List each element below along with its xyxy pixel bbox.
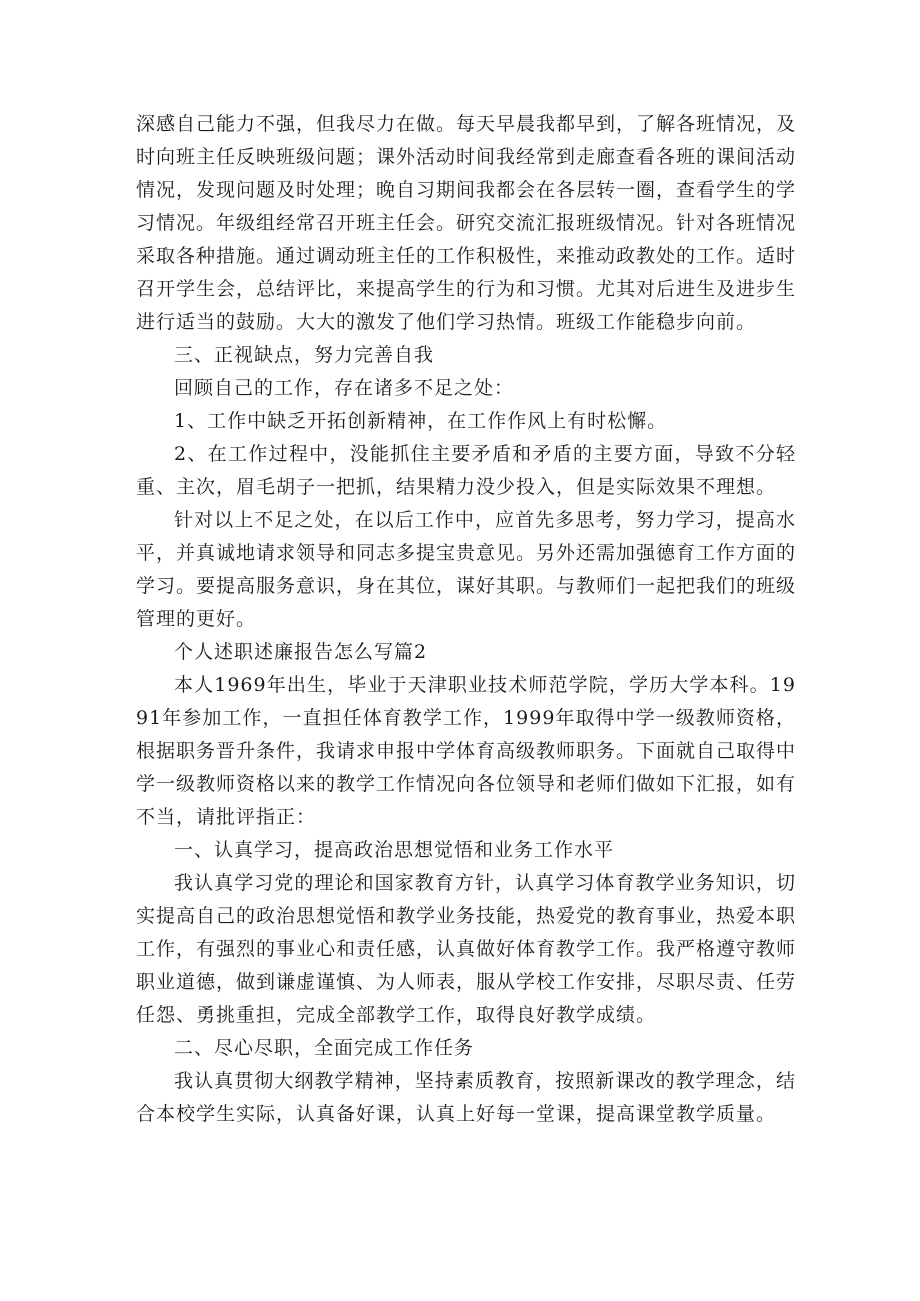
paragraph-teaching: 我认真贯彻大纲教学精神，坚持素质教育，按照新课改的教学理念，结合本校学生实际，认真备好课，认真上好每一堂课，提高课堂教学质量。 [136, 1070, 796, 1125]
section-heading-3: 三、正视缺点，努力完善自我 [174, 344, 435, 366]
list-item-2: 2、在工作过程中，没能抓住主要矛盾和矛盾的主要方面，导致不分轻重、主次，眉毛胡子一把抓，结果精力没少投入，但是实际效果不理想。 [136, 443, 796, 498]
article-title-2: 个人述职述廉报告怎么写篇2 [174, 641, 428, 663]
document-body [136, 108, 796, 1131]
section-heading-2: 二、尽心尽职，全面完成工作任务 [174, 1037, 475, 1059]
list-item-1: 1、工作中缺乏开拓创新精神，在工作作风上有时松懈。 [174, 410, 668, 432]
paragraph-1: 深感自己能力不强，但我尽力在做。每天早晨我都早到，了解各班情况，及时向班主任反映班级问题；课外活动时间我经常到走廊查看各班的课间活动情况，发现问题及时处理；晚自习期间我都会在各层转一圈，查看学生的学习情况。年级组经常召开班主任会。研究交流汇报班级情况。针对各班情况采取各种措施。通过调动班主任的工作积极性，来推动政教处的工作。适时召开学生会，总结评比，来提高学生的行为和习惯。尤其对后进生及进步生进行适当的鼓励。大大的激发了他们学习热情。班级工作能稳步向前。 [136, 113, 797, 333]
paragraph-study: 我认真学习党的理论和国家教育方针，认真学习体育教学业务知识，切实提高自己的政治思想觉悟和教学业务技能，热爱党的教育事业，热爱本职工作，有强烈的事业心和责任感，认真做好体育教学工作。我严格遵守教师职业道德，做到谦虚谨慎、为人师表，服从学校工作安排，尽职尽责、任劳任怨、勇挑重担，完成全部教学工作，取得良好教学成绩。 [136, 872, 797, 1026]
paragraph-review: 回顾自己的工作，存在诸多不足之处： [174, 377, 515, 399]
section-heading-1: 一、认真学习，提高政治思想觉悟和业务工作水平 [174, 839, 615, 861]
paragraph-improvement: 针对以上不足之处，在以后工作中，应首先多思考，努力学习，提高水平，并真诚地请求领导和同志多提宝贵意见。另外还需加强德育工作方面的学习。要提高服务意识，身在其位，谋好其职。与教师们一起把我们的班级管理的更好。 [136, 509, 797, 630]
paragraph-intro: 本人1969年出生，毕业于天津职业技术师范学院，学历大学本科。1991年参加工作，一直担任体育教学工作，1999年取得中学一级教师资格，根据职务晋升条件，我请求申报中学体育高级教师职务。下面就自己取得中学一级教师资格以来的教学工作情况向各位领导和老师们做如下汇报，如有不当，请批评指正： [136, 674, 797, 828]
